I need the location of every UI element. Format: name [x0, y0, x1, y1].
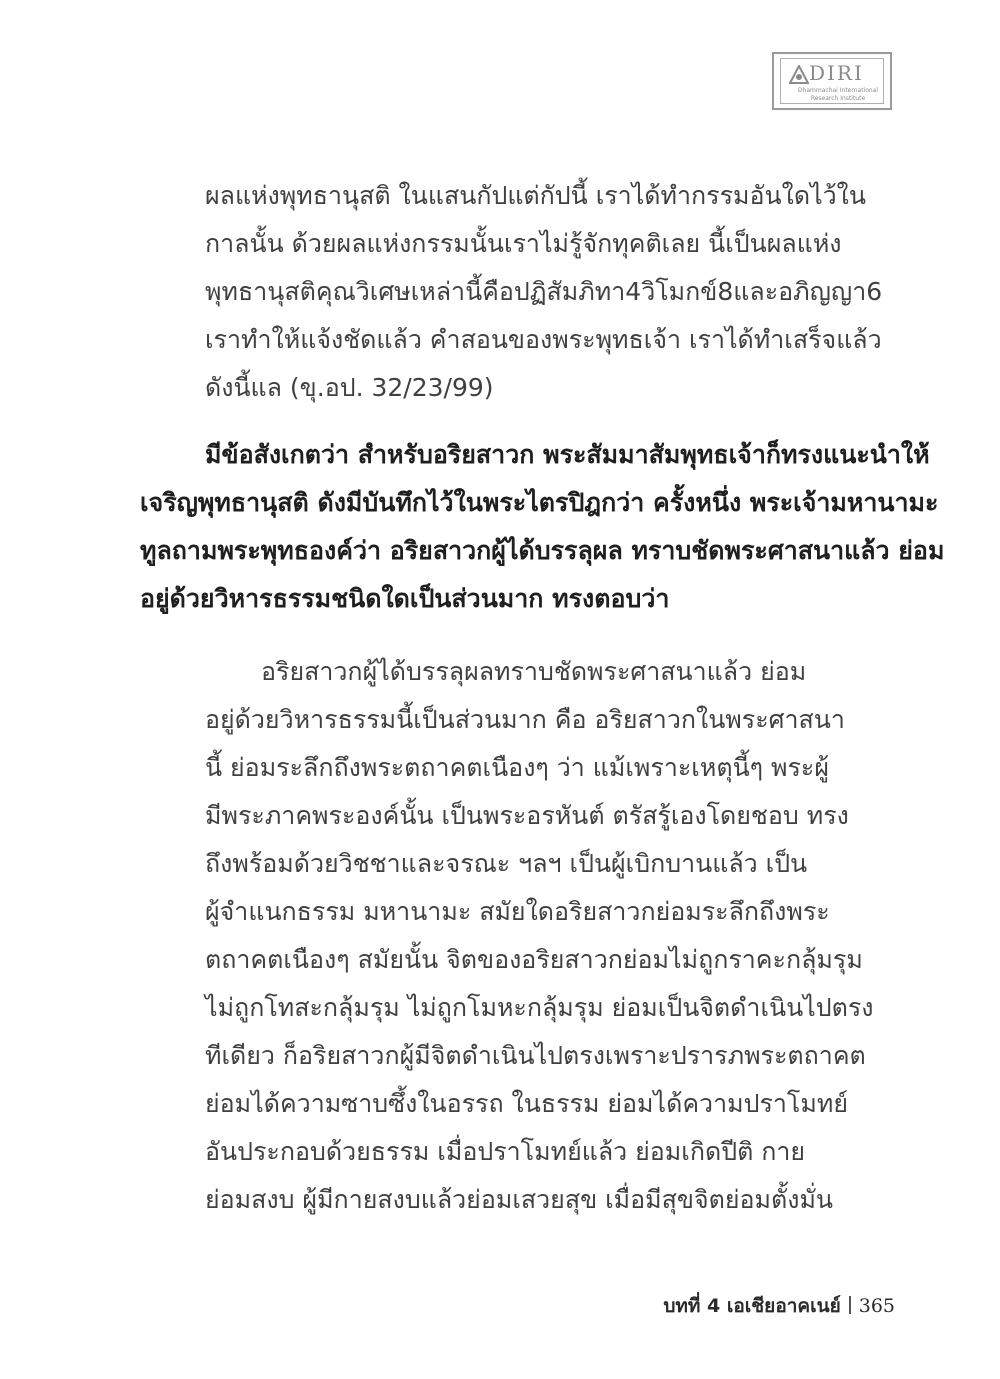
body-line: มีข้อสังเกตว่า สำหรับอริยสาวก พระสัมมาสัมพุทธเจ้าก็ทรงแนะนำให้	[205, 440, 930, 469]
quote-2-line: ทีเดียว ก็อริยสาวกผู้มีจิตดำเนินไปตรงเพราะปรารภพระตถาคต	[205, 1041, 866, 1070]
logo-subtitle-line-2: Research Institute	[810, 95, 866, 102]
logo-frame	[780, 58, 884, 104]
body-line: ทูลถามพระพุทธองค์ว่า อริยสาวกผู้ได้บรรลุผล ทราบชัดพระศาสนาแล้ว ย่อม	[140, 536, 945, 565]
chapter-title: บทที่ 4 เอเชียอาคเนย์	[663, 1295, 841, 1317]
body-line: อยู่ด้วยวิหารธรรมชนิดใดเป็นส่วนมาก ทรงตอบว่า	[140, 584, 670, 613]
quote-2-line: อันประกอบด้วยธรรม เมื่อปราโมทย์แล้ว ย่อมเกิดปีติ กาย	[205, 1137, 806, 1166]
quote-2-line: อยู่ด้วยวิหารธรรมนี้เป็นส่วนมาก คือ อริยสาวกในพระศาสนา	[205, 705, 845, 734]
footer-divider	[849, 1296, 851, 1314]
triangle-emblem-icon	[789, 65, 809, 85]
diri-logo	[772, 52, 892, 110]
page-footer	[640, 1288, 895, 1324]
logo-name: DIRI	[809, 61, 864, 85]
quote-1-line: กาลนั้น ด้วยผลแห่งกรรมนั้นเราไม่รู้จักทุคติเลย นี้เป็นผลแห่ง	[205, 229, 842, 258]
quote-1-line: เราทำให้แจ้งชัดแล้ว คำสอนของพระพุทธเจ้า เราได้ทำเสร็จแล้ว	[205, 325, 882, 354]
quote-2-line: ตถาคตเนืองๆ สมัยนั้น จิตของอริยสาวกย่อมไม่ถูกราคะกลุ้มรุม	[205, 945, 863, 974]
body-line: เจริญพุทธานุสติ ดังมีบันทึกไว้ในพระไตรปิฎกว่า ครั้งหนึ่ง พระเจ้ามหานามะ	[140, 488, 939, 517]
quote-2-line: อริยสาวกผู้ได้บรรลุผลทราบชัดพระศาสนาแล้ว ย่อม	[261, 657, 807, 686]
quote-block-2	[205, 648, 874, 1224]
quote-1-line: ดังนี้แล (ขุ.อป. 32/23/99)	[205, 373, 494, 402]
quote-2-line: ผู้จำแนกธรรม มหานามะ สมัยใดอริยสาวกย่อมระลึกถึงพระ	[205, 897, 830, 926]
quote-2-line: นี้ ย่อมระลึกถึงพระตถาคตเนืองๆ ว่า แม้เพราะเหตุนี้ๆ พระผู้	[205, 753, 830, 782]
quote-2-line: ย่อมได้ความซาบซึ้งในอรรถ ในธรรม ย่อมได้ความปราโมทย์	[205, 1089, 848, 1118]
logo-subtitle-line-1: Dhammachai International	[797, 87, 879, 94]
quote-block-1	[205, 172, 883, 412]
quote-2-line: ไม่ถูกโทสะกลุ้มรุม ไม่ถูกโมหะกลุ้มรุม ย่อมเป็นจิตดำเนินไปตรง	[205, 993, 874, 1022]
quote-2-line: ถึงพร้อมด้วยวิชชาและจรณะ ฯลฯ เป็นผู้เบิกบานแล้ว เป็น	[205, 849, 808, 878]
body-paragraph	[140, 431, 945, 623]
quote-1-line: พุทธานุสติคุณวิเศษเหล่านี้คือปฏิสัมภิทา4วิโมกข์8และอภิญญา6	[205, 277, 883, 306]
quote-1-line: ผลแห่งพุทธานุสติ ในแสนกัปแต่กัปนี้ เราได้ทำกรรมอันใดไว้ใน	[205, 181, 866, 210]
page-number: 365	[858, 1295, 895, 1317]
quote-2-line: มีพระภาคพระองค์นั้น เป็นพระอรหันต์ ตรัสรู้เองโดยชอบ ทรง	[205, 801, 849, 830]
quote-2-line: ย่อมสงบ ผู้มีกายสงบแล้วย่อมเสวยสุข เมื่อมีสุขจิตย่อมตั้งมั่น	[205, 1185, 834, 1214]
logo-subtitle	[793, 87, 883, 103]
